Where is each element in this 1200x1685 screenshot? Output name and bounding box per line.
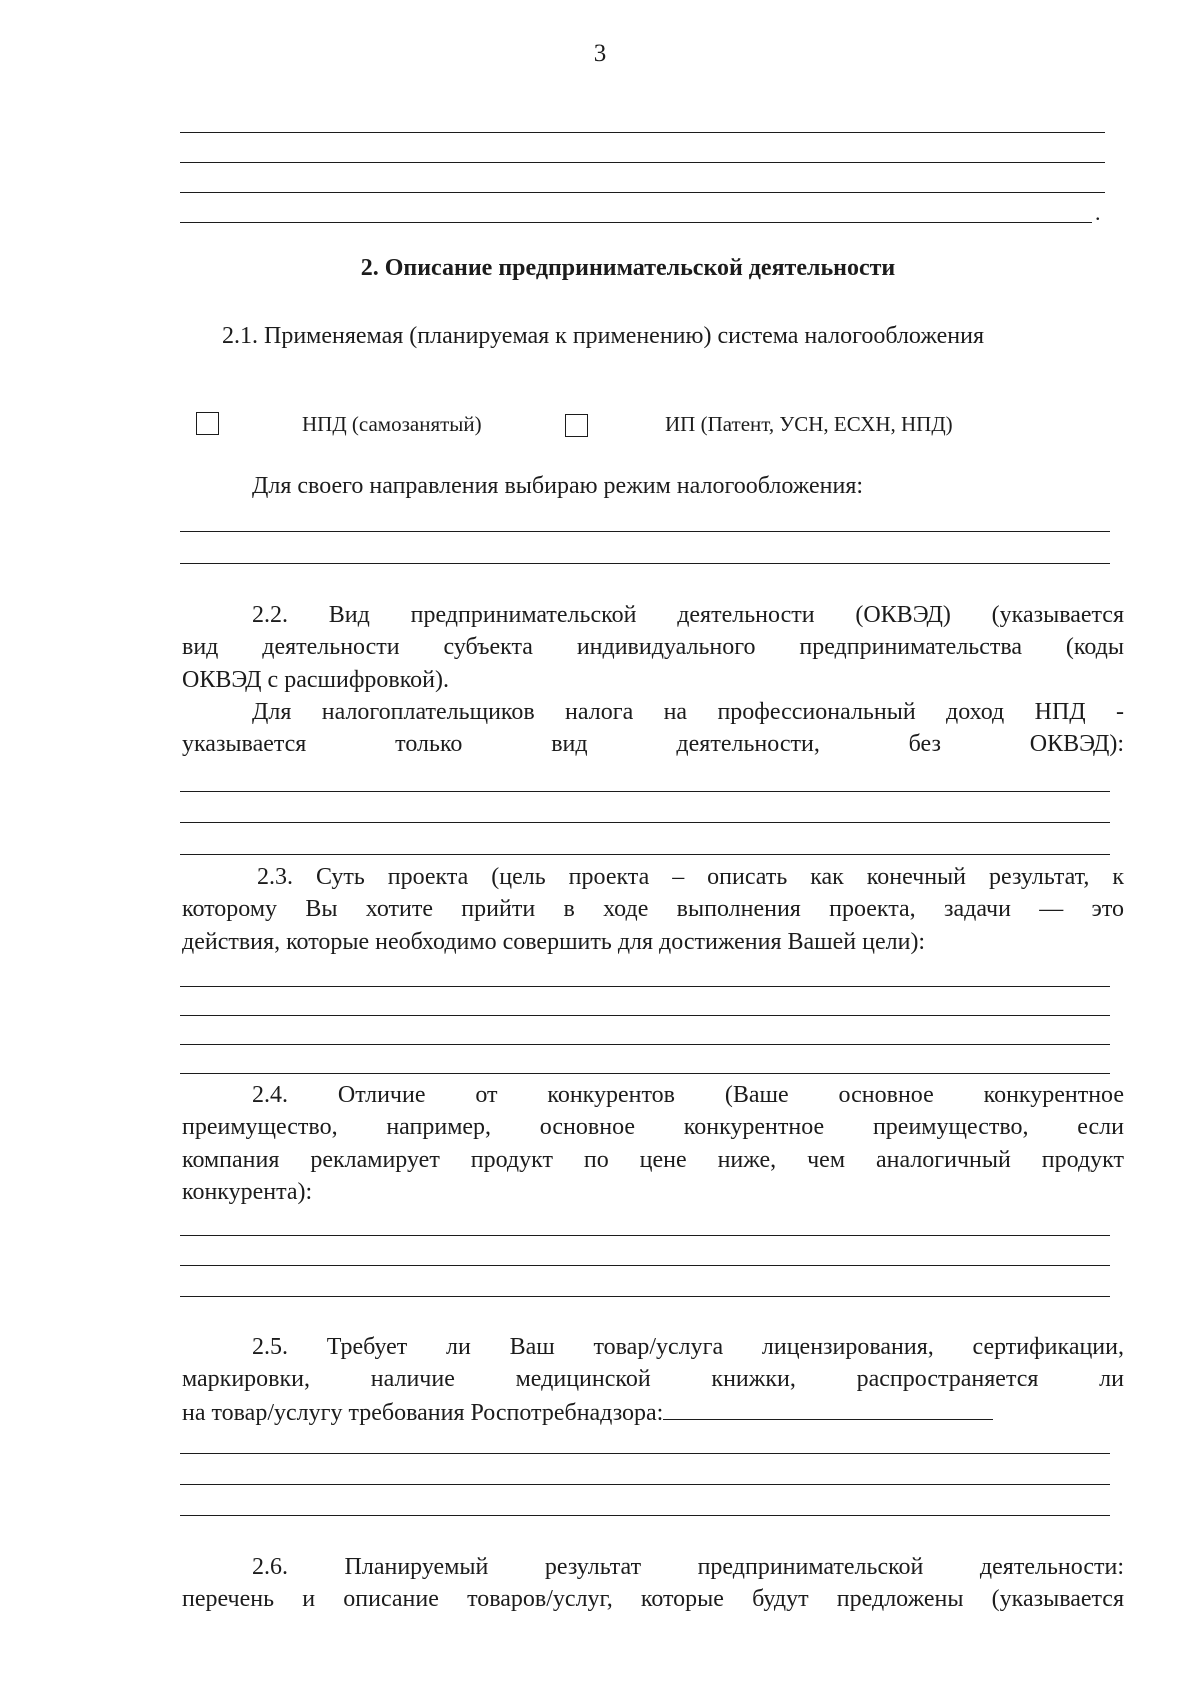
- answer-line[interactable]: [180, 822, 1110, 823]
- section-2-4-line: конкурента):: [182, 1179, 313, 1205]
- section-2-4-line: компания рекламирует продукт по цене ниже, чем аналогичный продукт: [182, 1147, 1124, 1173]
- npd-checkbox-label: НПД (самозанятый): [302, 412, 482, 436]
- answer-line[interactable]: [180, 162, 1105, 163]
- section-2-4-line: 2.4. Отличие от конкурентов (Ваше основное конкурентное: [252, 1082, 1124, 1108]
- section-2-4-line: преимущество, например, основное конкурентное преимущество, если: [182, 1114, 1124, 1140]
- answer-line[interactable]: [180, 222, 1092, 223]
- section-2-2-line: Для налогоплательщиков налога на профессиональный доход НПД -: [252, 699, 1124, 725]
- section-2-3-line: которому Вы хотите прийти в ходе выполнения проекта, задачи — это: [182, 896, 1124, 922]
- tax-regime-prompt: Для своего направления выбираю режим налогообложения:: [252, 473, 864, 499]
- answer-line[interactable]: [180, 1015, 1110, 1016]
- page-number: 3: [593, 40, 607, 67]
- section-2-2-line: вид деятельности субъекта индивидуального предпринимательства (коды: [182, 634, 1124, 660]
- answer-line[interactable]: [180, 986, 1110, 987]
- answer-line[interactable]: [180, 1453, 1110, 1454]
- answer-line[interactable]: [180, 1235, 1110, 1236]
- npd-checkbox[interactable]: [196, 412, 219, 435]
- section-title: 2. Описание предпринимательской деятельности: [360, 255, 896, 281]
- section-2-1-text: 2.1. Применяемая (планируемая к применению) система налогообложения: [222, 323, 984, 349]
- answer-line[interactable]: [180, 1515, 1110, 1516]
- section-2-3-line: 2.3. Суть проекта (цель проекта – описать как конечный результат, к: [257, 864, 1124, 890]
- answer-line[interactable]: [180, 1296, 1110, 1297]
- answer-line[interactable]: [180, 192, 1105, 193]
- ip-checkbox[interactable]: [565, 414, 588, 437]
- answer-line[interactable]: [180, 1044, 1110, 1045]
- section-2-6-line: перечень и описание товаров/услуг, которые будут предложены (указывается: [182, 1586, 1124, 1612]
- answer-line[interactable]: [180, 1265, 1110, 1266]
- section-2-2-line: 2.2. Вид предпринимательской деятельности (ОКВЭД) (указывается: [252, 602, 1124, 628]
- answer-line[interactable]: [180, 854, 1110, 855]
- section-2-5-line: маркировки, наличие медицинской книжки, распространяется ли: [182, 1366, 1124, 1392]
- trailing-dot: .: [1095, 200, 1101, 225]
- section-2-6-line: 2.6. Планируемый результат предпринимательской деятельности:: [252, 1554, 1124, 1580]
- section-2-3-line: действия, которые необходимо совершить для достижения Вашей цели):: [182, 929, 926, 955]
- section-2-5-question-end: на товар/услугу требования Роспотребнадзора:: [182, 1400, 664, 1426]
- answer-line[interactable]: [180, 1484, 1110, 1485]
- section-2-5-line: [182, 1395, 993, 1429]
- section-2-5-line: 2.5. Требует ли Ваш товар/услуга лицензирования, сертификации,: [252, 1334, 1124, 1360]
- answer-line[interactable]: [180, 531, 1110, 532]
- ip-checkbox-label: ИП (Патент, УСН, ЕСХН, НПД): [665, 412, 953, 436]
- answer-line[interactable]: [180, 1073, 1110, 1074]
- section-2-2-line: указывается только вид деятельности, без ОКВЭД):: [182, 731, 1124, 757]
- section-2-2-line: ОКВЭД с расшифровкой).: [182, 667, 449, 693]
- answer-line[interactable]: [180, 132, 1105, 133]
- inline-answer-line[interactable]: [663, 1395, 993, 1420]
- answer-line[interactable]: [180, 791, 1110, 792]
- answer-line[interactable]: [180, 563, 1110, 564]
